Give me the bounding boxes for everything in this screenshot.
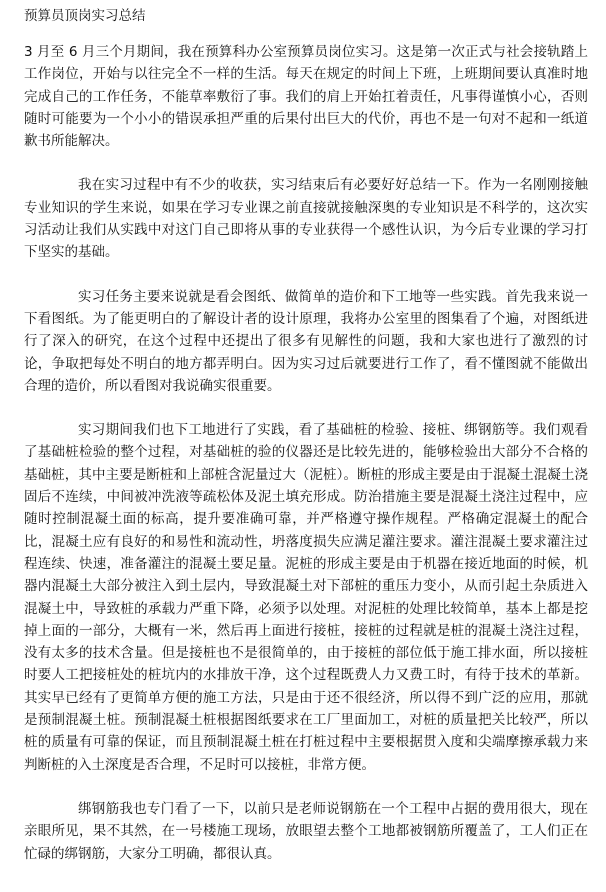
paragraph-2: 我在实习过程中有不少的收获，实习结束后有必要好好总结一下。作为一名刚刚接触专业知识的学生来说，如果在学习专业课之前直接就接触深奥的专业知识是不科学的，这次实习活动让我们从实践中对这门自己即将从事的专业获得一个感性认识，为今后专业课的学习打下坚实的基础。 [24, 177, 588, 261]
paragraph-5: 绑钢筋我也专门看了一下，以前只是老师说钢筋在一个工程中占据的费用很大，现在亲眼所见，果不其然，在一号楼施工现场，放眼望去整个工地都被钢筋所覆盖了，工人们正在忙碌的绑钢筋，大家分工明确，都很认真。 [24, 800, 588, 862]
document-title: 预算员顶岗实习总结 [24, 8, 146, 24]
paragraph-3: 实习任务主要来说就是看会图纸、做简单的造价和下工地等一些实践。首先我来说一下看图纸。为了能更明白的了解设计者的设计原理，我将办公室里的图集看了个遍，对图纸进行了深入的研究，在这个过程中还提出了很多有见解性的问题，我和大家也进行了激烈的讨论，争取把每处不明白的地方都弄明白。因为实习过后就要进行工作了，看不懂图就不能做出合理的造价，所以看图对我说确实很重要。 [24, 288, 588, 394]
paragraph-1: 3 月至 6 月三个月期间，我在预算科办公室预算员岗位实习。这是第一次正式与社会接轨踏上工作岗位，开始与以往完全不一样的生活。每天在规定的时间上下班，上班期间要认真准时地完成自己的工作任务，不能草率敷衍了事。我们的肩上开始扛着责任，凡事得谨慎小心，否则随时可能要为一个小小的错误承担严重的后果付出巨大的代价，再也不是一句对不起和一纸道歉书所能解决。 [24, 44, 588, 150]
paragraph-4: 实习期间我们也下工地进行了实践，看了基础桩的检验、接桩、绑钢筋等。我们观看了基础桩检验的整个过程，对基础桩的验的仪器还是比较先进的，能够检验出大部分不合格的基础桩，其中主要是断桩和上部桩含泥量过大（泥桩）。断桩的形成主要是由于混凝土混凝土浇固后不连续，中间被冲洗液等疏松体及泥土填充形成。防治措施主要是混凝土浇注过程中，应随时控制混凝土面的标高，提升要准确可靠，并严格遵守操作规程。严格确定混凝土的配合比，混凝土应有良好的和易性和流动性，坍落度损失应满足灌注要求。灌注混凝土要求灌注过程连续、快速，准备灌注的混凝土要足量。泥桩的形成主要是由于机器在接近地面的时候，机器内混凝土大部分被注入到土层内，导致混凝土对下部桩的重压力变小，从而引起土杂质进入混凝土中，导致桩的承载力严重下降，必须予以处理。对泥桩的处理比较简单，基本上都是挖掉上面的一部分，大概有一米，然后再上面进行接桩，接桩的过程就是桩的混凝土浇注过程，没有太多的技术含量。但是接桩也不是很简单的，由于接桩的部位低于施工排水面，所以接桩时要人工把接桩处的桩坑内的水排放干净，这个过程既费人力又费工时，有待于技术的革新。其实早已经有了更简单方便的施工方法，只是由于还不很经济，所以得不到广泛的应用，那就是预制混凝土桩。预制混凝土桩根据图纸要求在工厂里面加工，对桩的质量把关比较严，所以桩的质量有可靠的保证，而且预制混凝土桩在打桩过程中主要根据贯入度和尖端摩擦承载力来判断桩的入土深度是否合理，不足时可以接桩，非常方便。 [24, 422, 588, 773]
